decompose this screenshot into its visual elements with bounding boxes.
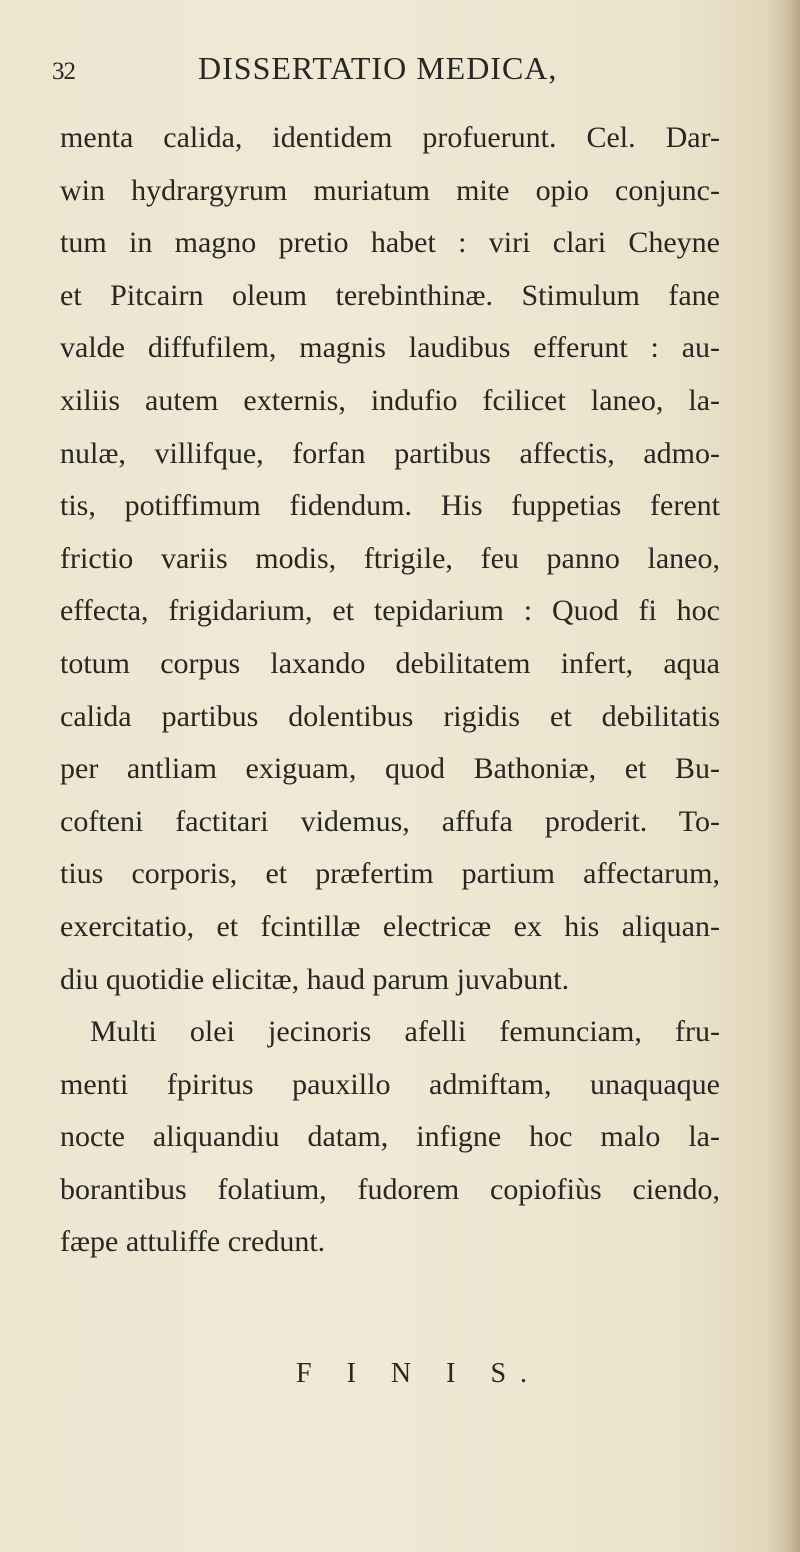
text-line: tius corporis, et præfertim partium affectarum, [60, 857, 720, 891]
running-head: DISSERTATIO MEDICA, [198, 50, 558, 86]
text-line: tis, potiffimum fidendum. His fuppetias ferent [60, 489, 720, 523]
text-line: per antliam exiguam, quod Bathoniæ, et Bu- [60, 752, 720, 786]
text-line: valde diffufilem, magnis laudibus efferunt : au- [60, 331, 720, 365]
text-line: diu quotidie elicitæ, haud parum juvabunt. [60, 962, 570, 996]
text-line: frictio variis modis, ftrigile, feu panno laneo, [60, 541, 720, 575]
text-line: xiliis autem externis, indufio fcilicet laneo, la- [60, 383, 720, 417]
text-line: fæpe attuliffe credunt. [60, 1225, 326, 1259]
text-line: totum corpus laxando debilitatem infert, aqua [60, 646, 720, 680]
text-line: cofteni factitari videmus, affufa proderit. To- [60, 804, 720, 838]
text-line: nulæ, villifque, forfan partibus affectis, admo- [60, 436, 720, 470]
finis-mark: F I N I S. [296, 1358, 542, 1389]
text-line: menti fpiritus pauxillo admiftam, unaquaque [60, 1067, 720, 1101]
body-text [60, 112, 720, 1269]
text-line: win hydrargyrum muriatum mite opio conjunc- [60, 173, 720, 207]
text-line: tum in magno pretio habet : viri clari Cheyne [60, 226, 720, 260]
paragraph-start-line: Multi olei jecinoris afelli femunciam, fru- [90, 1015, 720, 1049]
page-edge-shadow [766, 0, 800, 1552]
text-line: exercitatio, et fcintillæ electricæ ex his aliquan- [60, 909, 720, 943]
text-line: nocte aliquandiu datam, infigne hoc malo la- [60, 1120, 720, 1154]
page-header [52, 50, 692, 90]
text-line: effecta, frigidarium, et tepidarium : Quod fi hoc [60, 594, 720, 628]
text-line: calida partibus dolentibus rigidis et debilitatis [60, 699, 720, 733]
page-number: 32 [52, 58, 75, 85]
text-line: et Pitcairn oleum terebinthinæ. Stimulum fane [60, 278, 720, 312]
text-line: menta calida, identidem profuerunt. Cel. Dar- [60, 121, 720, 154]
text-line: borantibus folatium, fudorem copiofiùs ciendo, [60, 1172, 720, 1206]
